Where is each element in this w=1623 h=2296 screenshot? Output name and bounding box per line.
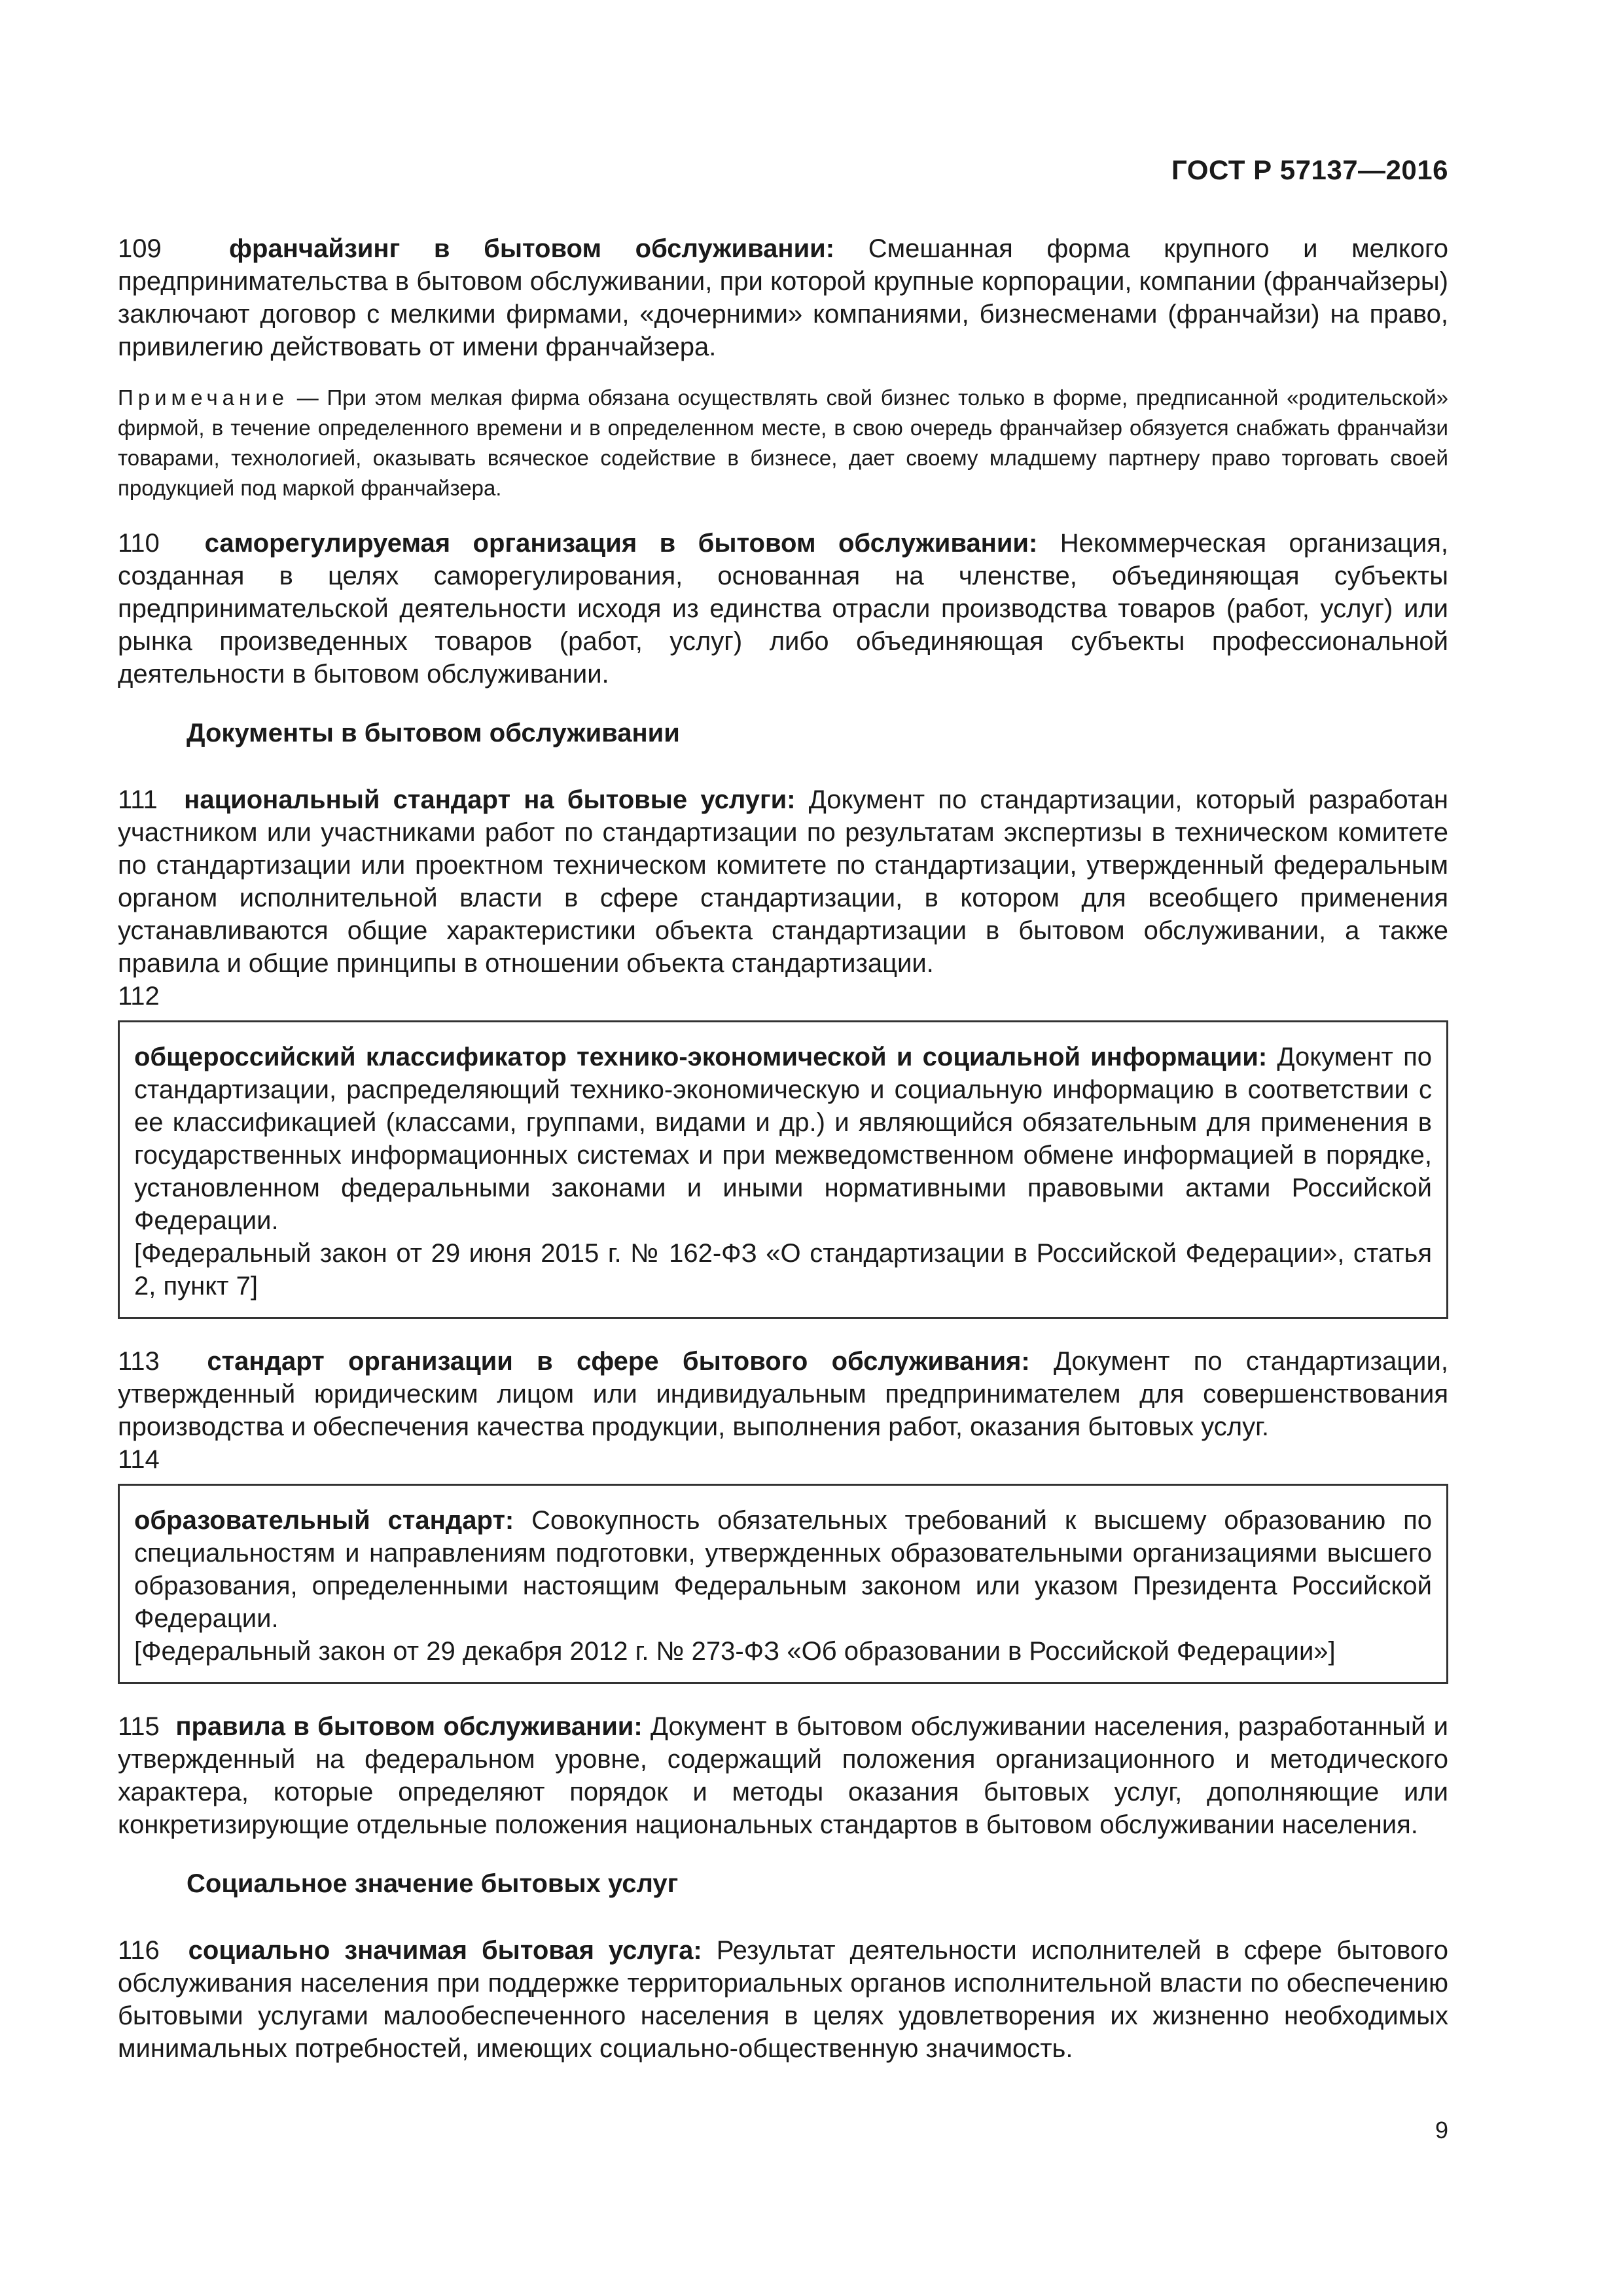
term-source-reference: [Федеральный закон от 29 декабря 2012 г. № 273-ФЗ «Об образовании в Российской Федерации»] (134, 1637, 1336, 1666)
section-heading-documents: Документы в бытовом обслуживании (187, 719, 680, 747)
quoted-term-box-114 (118, 1484, 1448, 1684)
term-name: правила в бытовом обслуживании: (175, 1712, 643, 1741)
entry-number: 111 (118, 785, 158, 814)
note-label: Примечание (118, 386, 289, 410)
term-entry-114 (134, 1504, 1432, 1635)
term-name: социально значимая бытовая услуга: (188, 1936, 702, 1965)
entry-number-112: 112 (118, 982, 160, 1011)
term-entry-109 (118, 232, 1448, 363)
document-id-header: ГОСТ Р 57137—2016 (1171, 154, 1448, 185)
term-entry-110 (118, 527, 1448, 691)
document-body (118, 232, 1448, 2065)
note-109 (118, 383, 1448, 503)
entry-number: 110 (118, 529, 160, 558)
term-definition: Документ по стандартизации, утвержденный юридическим лицом или индивидуальным предпринимателем для совершенствования производства и обеспечения качества продукции, выполнения работ, оказания бытовых услуг. (118, 1347, 1448, 1441)
term-name: саморегулируемая организация в бытовом обслуживании: (204, 529, 1038, 558)
term-source-reference: [Федеральный закон от 29 июня 2015 г. № 162-ФЗ «О стандартизации в Российской Федерации», статья 2, пункт 7] (134, 1239, 1432, 1300)
term-name: образовательный стандарт: (134, 1506, 514, 1535)
term-definition: Смешанная форма крупного и мелкого предпринимательства в бытовом обслуживании, при которой крупные корпорации, компании (франчайзеры) заключают договор с мелкими фирмами, «дочерними» компаниями, бизнесменами (франчайзи) на право, привилегию действовать от имени франчайзера. (118, 234, 1449, 361)
term-definition: Результат деятельности исполнителей в сфере бытового обслуживания населения при поддержке территориальных органов исполнительной власти по обеспечению бытовыми услугами малообеспеченного населения в целях удовлетворения их жизненно необходимых минимальных потребностей, имеющих социально-общественную значимость. (118, 1936, 1448, 2063)
note-text: — При этом мелкая фирма обязана осуществлять свой бизнес только в форме, предписанной «родительской» фирмой, в течение определенного времени и в определенном месте, в свою очередь франчайзер обязуется снабжать франчайзи товарами, технологией, оказывать всяческое содействие в бизнесе, дает своему младшему партнеру право торговать своей продукцией под маркой франчайзера. (118, 386, 1448, 500)
term-entry-111 (118, 783, 1448, 980)
entry-number: 116 (118, 1936, 160, 1965)
entry-number: 113 (118, 1347, 160, 1376)
term-definition: Совокупность обязательных требований к высшему образованию по специальностям и направлениям подготовки, утвержденных образовательными организациями высшего образования, определенными настоящим Федеральным законом или указом Президента Российской Федерации. (134, 1506, 1432, 1633)
term-name: франчайзинг в бытовом обслуживании: (229, 234, 835, 263)
term-name: национальный стандарт на бытовые услуги: (184, 785, 796, 814)
term-entry-113 (118, 1345, 1448, 1443)
term-definition: Документ по стандартизации, распределяющий технико-экономическую и социальную информацию в соответствии с ее классификацией (классами, группами, видами и др.) и являющийся обязательным для применения в государственных информационных системах и при межведомственном обмене информацией в порядке, установленном федеральными законами и иными нормативными правовыми актами Российской Федерации. (134, 1043, 1433, 1235)
entry-number: 115 (118, 1712, 160, 1741)
term-definition: Некоммерческая организация, созданная в целях саморегулирования, основанная на членстве, объединяющая субъекты предпринимательской деятельности исходя из единства отрасли производства товаров (работ, услуг) или рынка произведенных товаров (работ, услуг) либо объединяющая субъекты профессиональной деятельности в бытовом обслуживании. (118, 529, 1448, 689)
term-entry-112 (134, 1041, 1432, 1237)
quoted-term-box-112 (118, 1020, 1448, 1319)
term-entry-116 (118, 1934, 1448, 2065)
section-heading-social: Социальное значение бытовых услуг (187, 1869, 679, 1898)
entry-number: 109 (118, 234, 162, 263)
term-name: стандарт организации в сфере бытового обслуживания: (207, 1347, 1030, 1376)
term-entry-115 (118, 1710, 1448, 1841)
term-definition: Документ по стандартизации, который разработан участником или участниками работ по стандартизации по результатам экспертизы в техническом комитете по стандартизации или проектном техническом комитете по стандартизации, утвержденный федеральным органом исполнительной власти в сфере стандартизации, в котором для всеобщего применения устанавливаются общие характеристики объекта стандартизации в бытовом обслуживании, а также правила и общие принципы в отношении объекта стандартизации. (118, 785, 1448, 978)
entry-number-114: 114 (118, 1445, 160, 1474)
term-definition: Документ в бытовом обслуживании населения, разработанный и утвержденный на федеральном уровне, содержащий положения организационного и методического характера, которые определяют порядок и методы оказания бытовых услуг, дополняющие или конкретизирующие отдельные положения национальных стандартов в бытовом обслуживании населения. (118, 1712, 1448, 1839)
term-name: общероссийский классификатор технико-экономической и социальной информации: (134, 1043, 1268, 1071)
page-number: 9 (1435, 2117, 1448, 2144)
